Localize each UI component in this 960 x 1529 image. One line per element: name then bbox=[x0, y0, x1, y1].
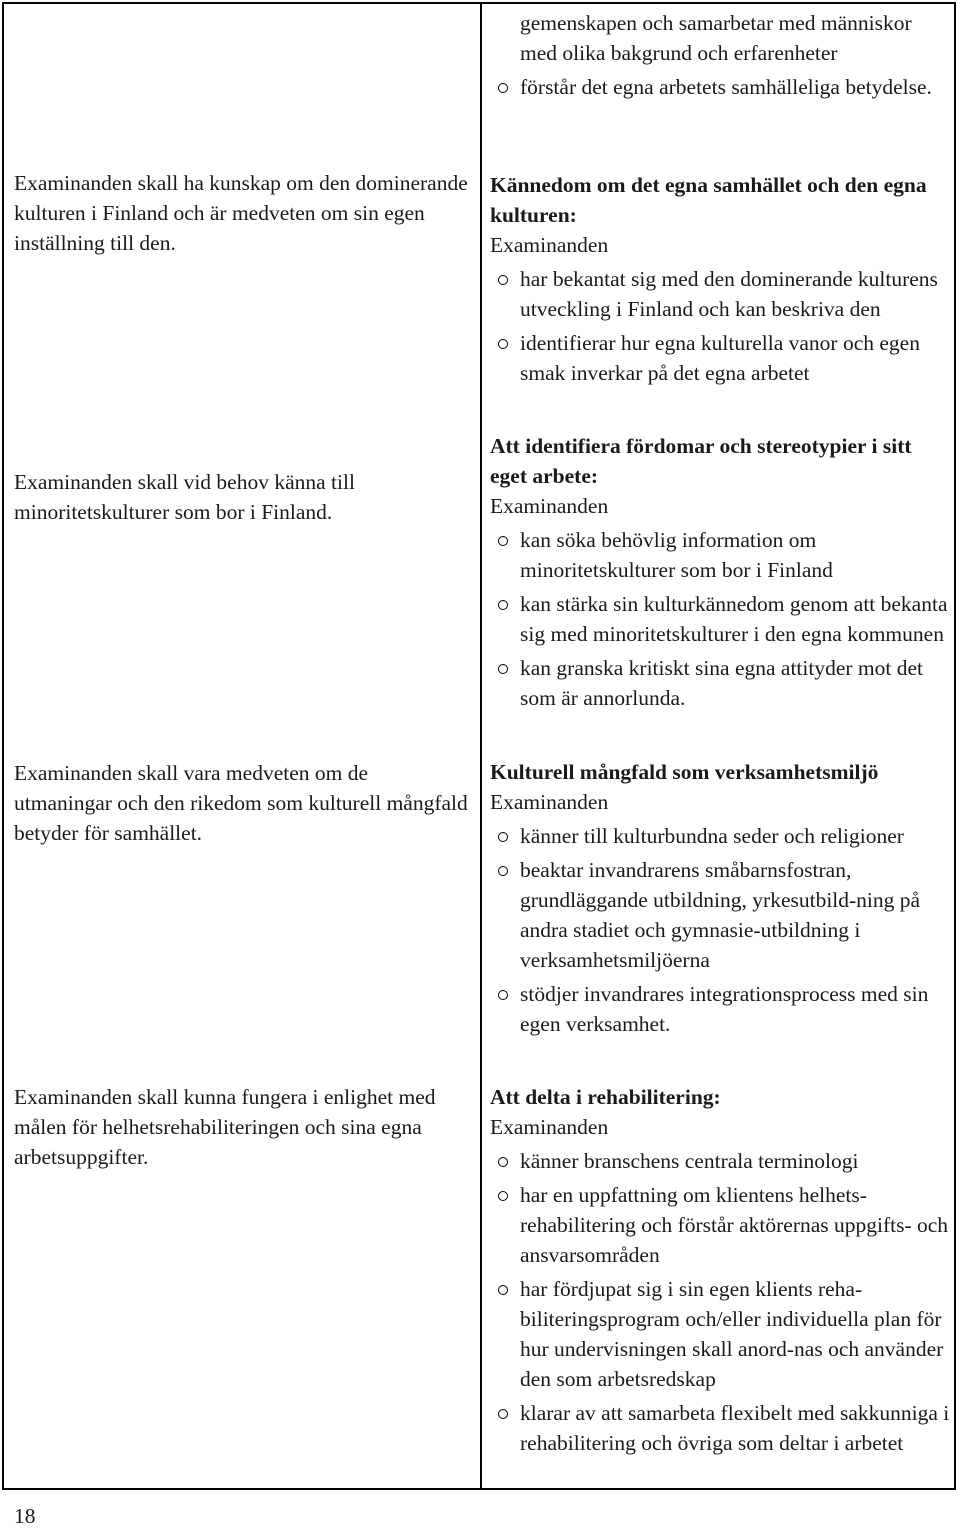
page-number: 18 bbox=[14, 1504, 36, 1528]
list-item: gemenskapen och samarbetar med människor med olika bakgrund och erfarenheter bbox=[520, 11, 912, 65]
section-rehabilitation bbox=[490, 1082, 950, 1462]
section-subject: Examinanden bbox=[490, 790, 609, 814]
section-list bbox=[490, 821, 950, 1039]
list-item: klarar av att samarbeta flexibelt med sakkunniga i rehabilitering och övriga som deltar i arbetet bbox=[490, 1398, 950, 1458]
section-cultural-knowledge bbox=[490, 170, 950, 392]
section-heading: Kulturell mångfald som verksamhetsmiljö bbox=[490, 760, 879, 784]
column-divider bbox=[480, 4, 482, 1488]
list-item: identifierar hur egna kulturella vanor och egen smak inverkar på det egna arbetet bbox=[490, 328, 950, 388]
continuation-block bbox=[490, 4, 950, 106]
section-list bbox=[490, 264, 950, 388]
list-item: har fördjupat sig i sin egen klients reha-biliteringsprogram och/eller individuella plan för hur undervisningen skall anord-nas och använder den som arbetsredskap bbox=[490, 1274, 950, 1394]
list-item: kan granska kritiskt sina egna attityder mot det som är annorlunda. bbox=[490, 653, 950, 713]
section-cultural-diversity bbox=[490, 757, 950, 1043]
section-list bbox=[490, 1146, 950, 1458]
left-paragraph-3: Examinanden skall vara medveten om de utmaningar och den rikedom som kulturell mångfald betyder för samhället. bbox=[14, 761, 468, 845]
list-item: kan stärka sin kulturkännedom genom att bekanta sig med minoritetskulturer i den egna kommunen bbox=[490, 589, 950, 649]
section-heading: Kännedom om det egna samhället och den egna kulturen: bbox=[490, 173, 927, 227]
continuation-list bbox=[490, 8, 950, 102]
list-item: förstår det egna arbetets samhälleliga betydelse. bbox=[490, 72, 950, 102]
list-item: har en uppfattning om klientens helhets-rehabilitering och förstår aktörernas uppgifts- och ansvarsområden bbox=[490, 1180, 950, 1270]
section-list bbox=[490, 525, 950, 713]
list-item: känner till kulturbundna seder och religioner bbox=[490, 821, 950, 851]
section-heading: Att delta i rehabilitering: bbox=[490, 1085, 721, 1109]
left-paragraph-4: Examinanden skall kunna fungera i enlighet med målen för helhetsrehabiliteringen och sina egna arbetsuppgifter. bbox=[14, 1085, 436, 1169]
list-item: stödjer invandrares integrationsprocess med sin egen verksamhet. bbox=[490, 979, 950, 1039]
list-item: känner branschens centrala terminologi bbox=[490, 1146, 950, 1176]
section-subject: Examinanden bbox=[490, 494, 609, 518]
section-subject: Examinanden bbox=[490, 233, 609, 257]
section-heading: Att identifiera fördomar och stereotypier i sitt eget arbete: bbox=[490, 434, 912, 488]
section-prejudices bbox=[490, 431, 950, 717]
section-subject: Examinanden bbox=[490, 1115, 609, 1139]
left-paragraph-1: Examinanden skall ha kunskap om den dominerande kulturen i Finland och är medveten om sin egen inställning till den. bbox=[14, 171, 468, 255]
left-paragraph-2: Examinanden skall vid behov känna till minoritetskulturer som bor i Finland. bbox=[14, 470, 355, 524]
list-item: beaktar invandrarens småbarnsfostran, grundläggande utbildning, yrkesutbild-ning på andra stadiet och gymnasie-utbildning i verksamhetsmiljöerna bbox=[490, 855, 950, 975]
list-item: har bekantat sig med den dominerande kulturens utveckling i Finland och kan beskriva den bbox=[490, 264, 950, 324]
list-item: kan söka behövlig information om minoritetskulturer som bor i Finland bbox=[490, 525, 950, 585]
